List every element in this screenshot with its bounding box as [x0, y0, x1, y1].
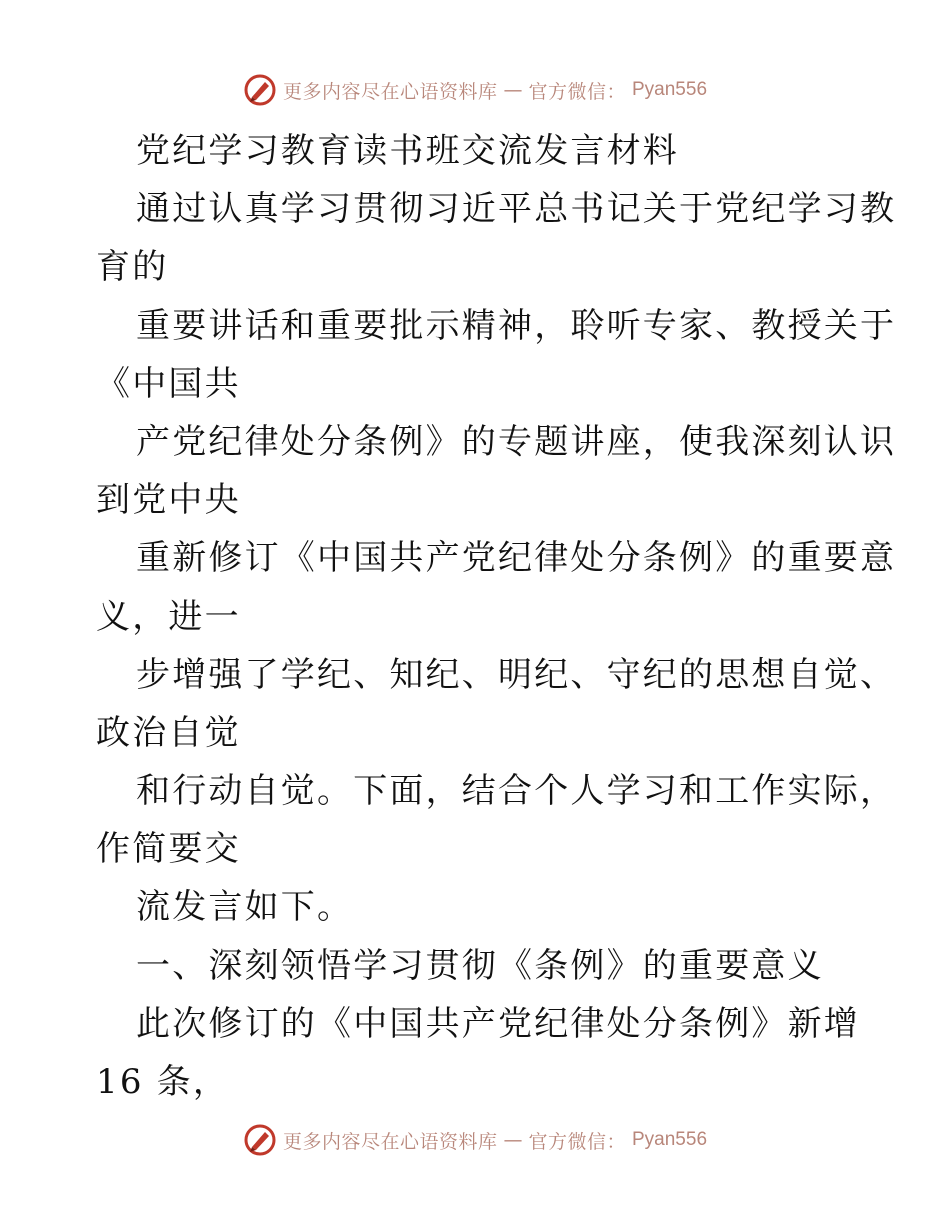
document-body [96, 122, 897, 1111]
watermark-separator: — [503, 1129, 523, 1151]
footer-watermark [0, 1120, 950, 1160]
paragraph-line: 16 条， [96, 1062, 230, 1102]
paragraph-line: 《中国共 [96, 363, 241, 404]
paragraph-line: 通过认真学习贯彻习近平总书记关于党纪学习教 [136, 189, 897, 230]
paragraph-line: 此次修订的《中国共产党纪律处分条例》新增 [136, 1003, 860, 1044]
document-title: 党纪学习教育读书班交流发言材料 [136, 131, 679, 171]
watermark-contact-label: 官方微信： [528, 1130, 626, 1153]
watermark-contact-id: Pyan556 [632, 79, 708, 100]
paragraph-line: 义，进一 [96, 596, 241, 637]
pen-logo-icon [243, 1123, 277, 1157]
watermark-contact-id: Pyan556 [632, 1129, 708, 1150]
paragraph-line: 重新修订《中国共产党纪律处分条例》的重要意 [136, 538, 897, 579]
watermark-text: 更多内容尽在心语资料库 [282, 1130, 498, 1153]
watermark-separator: — [503, 79, 523, 101]
section-heading: 一、深刻领悟学习贯彻《条例》的重要意义 [136, 945, 824, 986]
pen-logo-icon [243, 73, 277, 107]
paragraph-line: 和行动自觉。下面，结合个人学习和工作实际， [136, 771, 897, 812]
watermark-contact-label: 官方微信： [528, 80, 626, 103]
paragraph-line: 步增强了学纪、知纪、明纪、守纪的思想自觉、 [136, 654, 897, 695]
paragraph-line: 流发言如下。 [136, 887, 354, 928]
header-watermark [0, 70, 950, 110]
paragraph-line: 政治自觉 [96, 712, 241, 753]
paragraph-line: 到党中央 [96, 480, 241, 521]
paragraph-line: 育的 [96, 247, 169, 288]
paragraph-line: 重要讲话和重要批示精神，聆听专家、教授关于 [136, 305, 897, 346]
paragraph-line: 作简要交 [96, 829, 241, 870]
watermark-text: 更多内容尽在心语资料库 [282, 80, 498, 103]
paragraph-line: 产党纪律处分条例》的专题讲座，使我深刻认识 [136, 421, 897, 462]
